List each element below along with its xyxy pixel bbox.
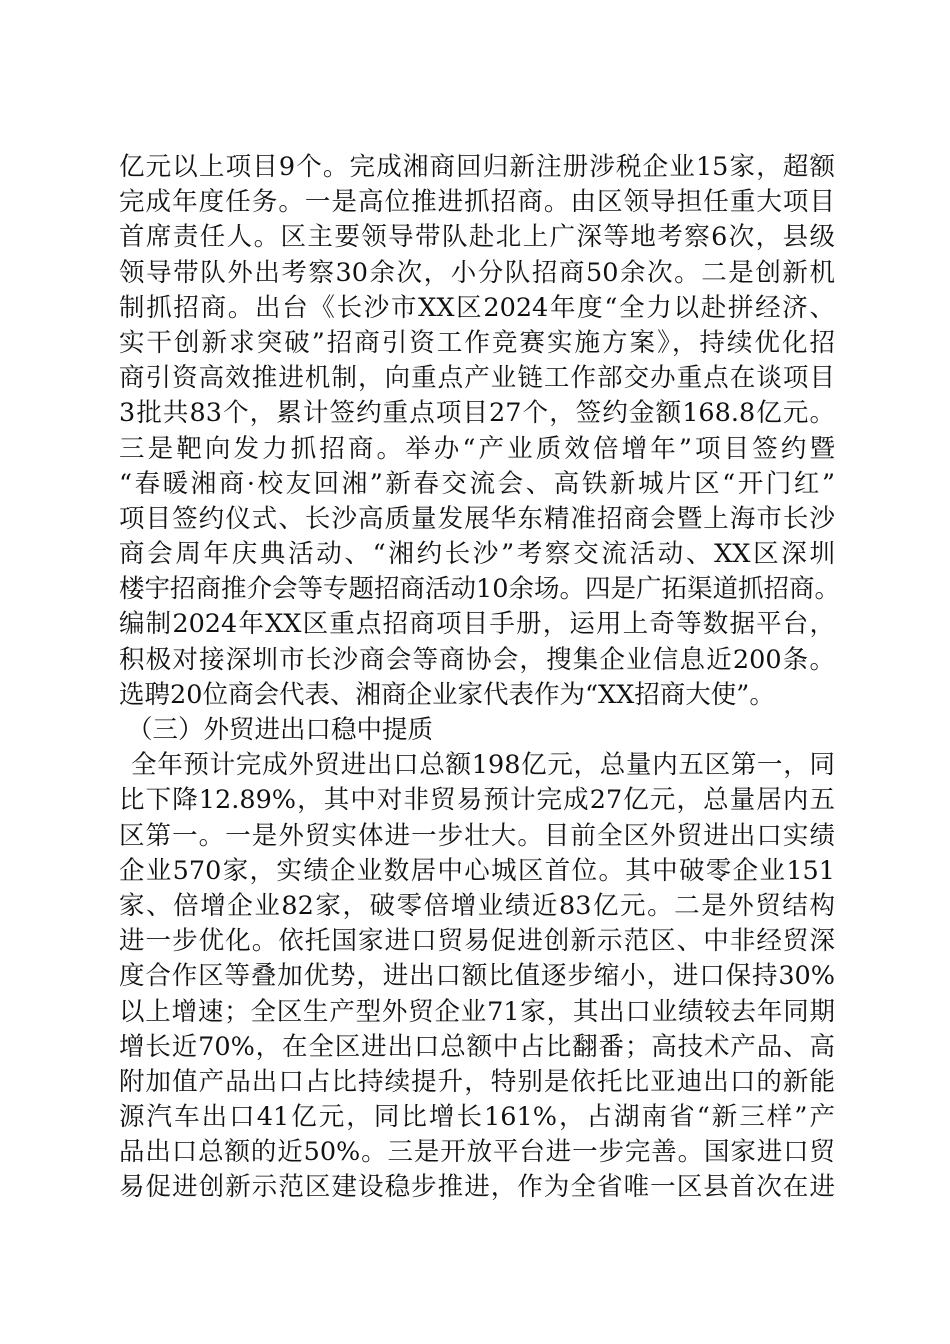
text-line: 家、倍增企业82家，破零倍增业绩近83亿元。二是外贸结构 — [119, 890, 835, 921]
document-body — [119, 150, 840, 1206]
text-line: 以上增速；全区生产型外贸企业71家，其出口业绩较去年同期 — [119, 996, 835, 1027]
text-line: 领导带队外出考察30余次，小分队招商50余次。二是创新机 — [119, 257, 835, 288]
paragraph-investment — [119, 150, 840, 713]
paragraph-foreign-trade — [119, 748, 835, 1205]
text-line: 全年预计完成外贸进出口总额198亿元，总量内五区第一，同 — [131, 750, 835, 781]
text-line: 积极对接深圳市长沙商会等商协会，搜集企业信息近200条。 — [119, 644, 835, 675]
text-line: 源汽车出口41亿元，同比增长161%，占湖南省“新三样”产 — [119, 1102, 835, 1133]
text-line: 完成年度任务。一是高位推进抓招商。由区领导担任重大项目 — [119, 187, 835, 218]
text-line: 楼宇招商推介会等专题招商活动10余场。四是广拓渠道抓招商。 — [119, 574, 840, 605]
text-line: 项目签约仪式、长沙高质量发展华东精准招商会暨上海市长沙 — [119, 503, 835, 534]
text-line: 三是靶向发力抓招商。举办“产业质效倍增年”项目签约暨 — [119, 433, 835, 464]
text-line: 进一步优化。依托国家进口贸易促进创新示范区、中非经贸深 — [119, 926, 835, 957]
text-line: 编制2024年XX区重点招商项目手册，运用上奇等数据平台， — [119, 609, 835, 640]
text-line: 首席责任人。区主要领导带队赴北上广深等地考察6次，县级 — [119, 222, 835, 253]
text-line: 附加值产品出口占比持续提升，特别是依托比亚迪出口的新能 — [119, 1066, 835, 1097]
text-line: 品出口总额的近50%。三是开放平台进一步完善。国家进口贸 — [119, 1137, 835, 1168]
text-line: 选聘20位商会代表、湘商企业家代表作为“XX招商大使”。 — [119, 679, 775, 710]
text-line: 度合作区等叠加优势，进出口额比值逐步缩小，进口保持30% — [119, 961, 835, 992]
section-heading: （三）外贸进出口稳中提质 — [127, 715, 434, 745]
text-line: 易促进创新示范区建设稳步推进，作为全省唯一区县首次在进 — [119, 1172, 835, 1203]
text-line: 制抓招商。出台《长沙市XX区2024年度“全力以赴拼经济、 — [119, 292, 835, 323]
text-line: 3批共83个，累计签约重点项目27个，签约金额168.8亿元。 — [119, 398, 835, 429]
text-line: 实干创新求突破”招商引资工作竞赛实施方案》，持续优化招 — [119, 327, 835, 358]
text-line: 企业570家，实绩企业数居中心城区首位。其中破零企业151 — [119, 855, 835, 886]
text-line: 商会周年庆典活动、“湘约长沙”考察交流活动、XX区深圳 — [119, 539, 835, 570]
text-line: 增长近70%，在全区进出口总额中占比翻番；高技术产品、高 — [119, 1031, 835, 1062]
text-line: 亿元以上项目9个。完成湘商回归新注册涉税企业15家，超额 — [119, 152, 835, 182]
text-line: 比下降12.89%，其中对非贸易预计完成27亿元，总量居内五 — [119, 785, 835, 816]
text-line: 商引资高效推进机制，向重点产业链工作部交办重点在谈项目 — [119, 363, 835, 394]
text-line: 区第一。一是外贸实体进一步壮大。目前全区外贸进出口实绩 — [119, 820, 835, 851]
text-line: “春暖湘商·校友回湘”新春交流会、高铁新城片区“开门红” — [119, 468, 835, 499]
